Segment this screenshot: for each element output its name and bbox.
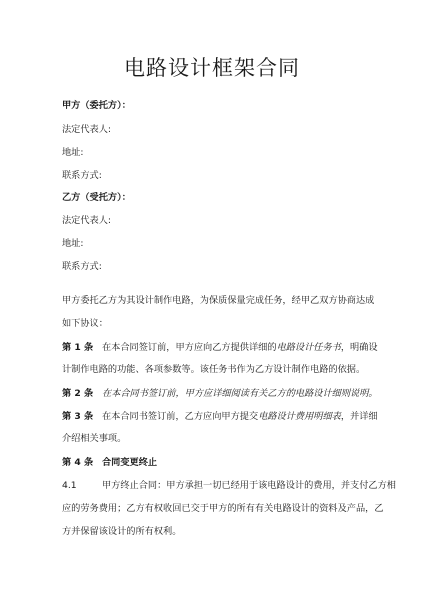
clause-4-number: 第 4 条 [62, 457, 94, 468]
party-b-heading: 乙方（受托方）： [62, 192, 131, 203]
page-title: 电路设计框架合同 [124, 56, 300, 80]
clause-3-text-a: 在本合同书签订前，乙方应向甲方提交 [102, 411, 259, 422]
intro-line-1: 甲方委托乙方为其设计制作电路，为保质保量完成任务，经甲乙双方协商达成 [62, 295, 375, 306]
party-a-rep-label: 法定代表人: [62, 124, 112, 135]
clause-3-emphasis: 电路设计费用明细表 [258, 411, 341, 422]
clause-1 [62, 342, 378, 354]
clause-1-emphasis: 电路设计任务书 [276, 342, 341, 353]
clause-4-1-line-1: 甲方终止合同：甲方承担一切已经用于该电路设计的费用，并支付乙方相 [102, 480, 396, 491]
party-a-address-label: 地址: [62, 147, 84, 158]
clause-4 [62, 457, 372, 469]
clause-2-number: 第 2 条 [62, 388, 94, 399]
clause-3 [62, 411, 378, 423]
party-a-contact-label: 联系方式: [62, 170, 102, 181]
clause-1-text-a: 在本合同签订前，甲方应向乙方提供详细的 [102, 342, 277, 353]
party-a-heading: 甲方（委托方）： [62, 100, 131, 111]
clause-2-text: 在本合同书签订前，甲方应详细阅读有关乙方的电路设计细则说明。 [102, 388, 378, 399]
clause-3-text-b: ，并详细 [340, 411, 378, 422]
clause-2 [62, 388, 378, 400]
clause-1-text-b: ，明确设 [340, 342, 378, 353]
clause-4-1-line-3: 方并保留该设计的所有权利。 [62, 526, 182, 537]
party-b-rep-label: 法定代表人: [62, 215, 112, 226]
clause-1-line-2: 计制作电路的功能、各项参数等。该任务书作为乙方设计制作电路的依据。 [62, 364, 366, 375]
party-b-address-label: 地址: [62, 238, 84, 249]
clause-1-number: 第 1 条 [62, 342, 94, 353]
party-b-contact-label: 联系方式: [62, 261, 102, 272]
clause-4-heading: 合同变更终止 [102, 457, 158, 468]
clause-3-number: 第 3 条 [62, 411, 94, 422]
intro-line-2: 如下协议： [62, 318, 108, 329]
clause-4-1 [62, 480, 396, 492]
clause-4-1-line-2: 应的劳务费用；乙方有权收回已交于甲方的所有有关电路设计的资料及产品，乙 [62, 503, 384, 514]
clause-4-1-number: 4.1 [62, 480, 77, 491]
clause-3-line-2: 介绍相关事项。 [62, 433, 127, 444]
